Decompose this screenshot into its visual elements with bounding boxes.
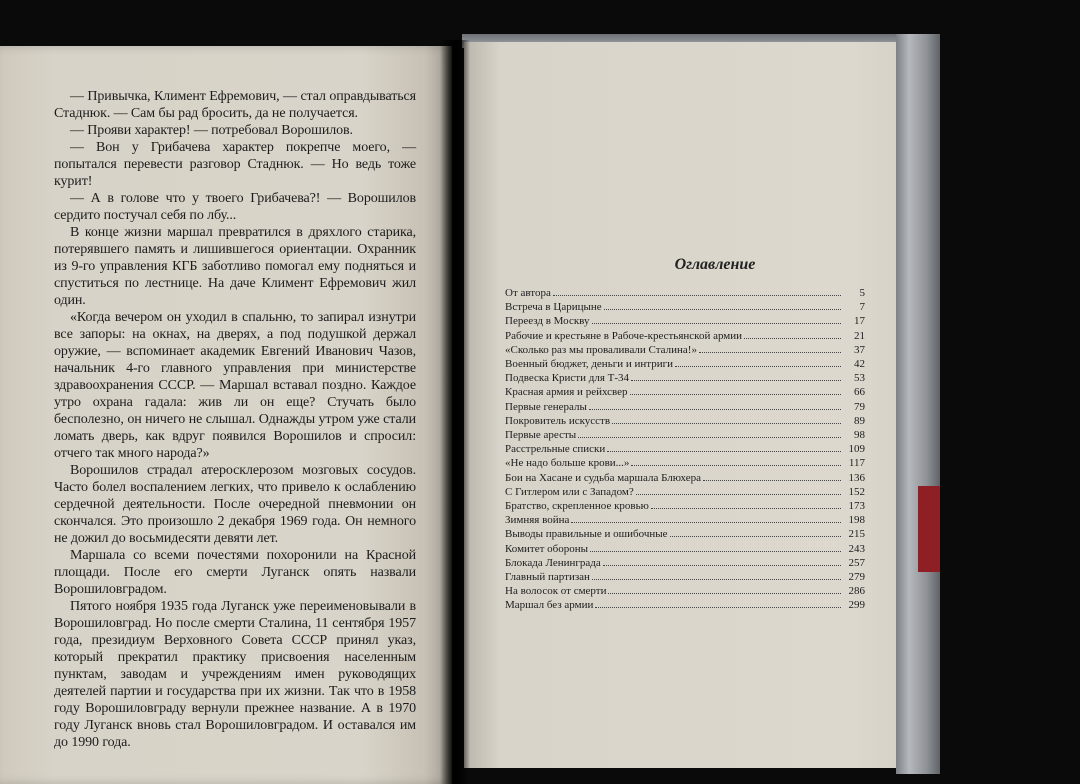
toc-entry-title: «Не надо больше крови...» bbox=[505, 457, 630, 470]
toc-entry-title: От автора bbox=[505, 287, 551, 299]
toc-entry-page: 37 bbox=[854, 343, 865, 356]
toc-entry-title: Переезд в Москву bbox=[505, 315, 590, 328]
toc-entry bbox=[505, 584, 865, 598]
paragraph: Пятого ноября 1935 года Луганск уже переименовывали в Ворошиловград. Но после смерти Сталина, 11 сентября 1957 года, президиум Верховного Совета СССР принял указ, который прекратил практику присвоения населенным пунктам, заводам и учреждениям имен руководящих деятелей партии и государства при их жизни. Так что в 1958 году Ворошиловграду вернули прежнее название. А в 1970 году Луганск вновь стал Ворошиловградом. И оставался им до 1990 года. bbox=[54, 599, 416, 750]
paragraph: — Вон у Грибачева характер покрепче моего, — попытался перевести разговор Стаднюк. — Но ведь тоже курит! bbox=[54, 140, 416, 189]
toc-leader-dots bbox=[604, 300, 841, 310]
toc-entry-title: Братство, скрепленное кровью bbox=[505, 500, 649, 513]
toc-leader-dots bbox=[612, 414, 841, 424]
toc-entry-page: 66 bbox=[854, 386, 865, 399]
cover-red-stripe bbox=[918, 486, 940, 572]
toc-entry-title: Главный партизан bbox=[505, 571, 590, 584]
left-page-text bbox=[54, 88, 416, 751]
toc-entry bbox=[505, 400, 865, 414]
paragraph: Ворошилов страдал атеросклерозом мозговых сосудов. Часто болел воспалением легких, что привело к ослаблению сердечной деятельности. После очередной пневмонии он скончался. Это произошло 2 декабря 1969 года. Он немного не дожил до восьмидесяти девяти лет. bbox=[54, 463, 416, 546]
toc-entry-page: 53 bbox=[854, 372, 865, 385]
toc-entry bbox=[505, 286, 865, 300]
toc-entry-page: 89 bbox=[854, 414, 865, 427]
paragraph: — Прояви характер! — потребовал Ворошилов. bbox=[70, 123, 353, 138]
toc-entry-title: Маршал без армии bbox=[505, 599, 594, 612]
toc-entry-title: Блокада Ленинграда bbox=[505, 556, 601, 569]
toc-entry bbox=[505, 442, 865, 456]
toc-leader-dots bbox=[571, 513, 841, 523]
toc-entry bbox=[505, 329, 865, 343]
toc-entry-page: 21 bbox=[854, 329, 865, 342]
toc-entry-title: Военный бюджет, деньги и интриги bbox=[505, 358, 673, 371]
toc-entry-title: Расстрельные списки bbox=[505, 443, 606, 456]
toc-entry bbox=[505, 456, 865, 470]
toc-entry-title: Бои на Хасане и судьба маршала Блюхера bbox=[505, 471, 702, 484]
toc-entry bbox=[505, 556, 865, 570]
toc-entry-page: 136 bbox=[848, 471, 865, 484]
toc-entry bbox=[505, 357, 865, 371]
toc-entry-page: 243 bbox=[848, 542, 865, 555]
toc-entry bbox=[505, 428, 865, 442]
toc-entry bbox=[505, 471, 865, 485]
toc-entry-title: На волосок от смерти bbox=[505, 585, 607, 598]
toc-leader-dots bbox=[553, 286, 841, 296]
toc-entry-page: 17 bbox=[854, 315, 865, 328]
toc-leader-dots bbox=[744, 329, 841, 339]
toc-entry bbox=[505, 343, 865, 357]
toc-leader-dots bbox=[578, 428, 841, 438]
toc-entry-page: 5 bbox=[859, 287, 865, 299]
toc-entry-title: Встреча в Царицыне bbox=[505, 301, 602, 314]
toc-leader-dots bbox=[595, 598, 841, 608]
toc-entry-page: 117 bbox=[848, 457, 865, 470]
toc-leader-dots bbox=[670, 527, 841, 537]
toc-leader-dots bbox=[630, 385, 841, 395]
toc-title: Оглавление bbox=[674, 256, 756, 273]
paragraph: — А в голове что у твоего Грибачева?! — Ворошилов сердито постучал себя по лбу... bbox=[54, 191, 416, 223]
paragraph: Маршала со всеми почестями похоронили на Красной площади. После его смерти Луганск опять назвали Ворошиловградом. bbox=[54, 548, 416, 597]
toc-leader-dots bbox=[603, 556, 841, 566]
toc-entry-title: Красная армия и рейхсвер bbox=[505, 386, 628, 399]
paragraph: В конце жизни маршал превратился в дряхлого старика, потерявшего память и лишившегося ориентации. Охранник из 9-го управления КГБ заботливо помогал ему подняться и спуститься по лестнице. На даче Климент Ефремович жил один. bbox=[54, 225, 416, 308]
toc-entry bbox=[505, 300, 865, 314]
toc-entry-page: 173 bbox=[848, 500, 865, 513]
toc-entry bbox=[505, 598, 865, 612]
toc-entry bbox=[505, 485, 865, 499]
toc-entry bbox=[505, 513, 865, 527]
toc-entry-page: 7 bbox=[859, 301, 865, 314]
toc-entry-title: Комитет обороны bbox=[505, 542, 589, 555]
toc-entry-page: 98 bbox=[854, 429, 865, 442]
toc-entry bbox=[505, 385, 865, 399]
toc-leader-dots bbox=[590, 542, 841, 552]
toc-entry bbox=[505, 499, 865, 513]
toc-leader-dots bbox=[589, 400, 841, 410]
toc-leader-dots bbox=[675, 357, 841, 367]
toc-leader-dots bbox=[699, 343, 841, 353]
toc-entry-page: 279 bbox=[848, 571, 865, 584]
toc-entry-title: Выводы правильные и ошибочные bbox=[505, 528, 668, 541]
toc-leader-dots bbox=[636, 485, 841, 495]
toc-entry-title: С Гитлером или с Западом? bbox=[505, 485, 634, 498]
toc-entry-page: 42 bbox=[854, 358, 865, 371]
toc-entry-page: 286 bbox=[848, 585, 865, 598]
toc-entry-title: «Сколько раз мы проваливали Сталина!» bbox=[505, 343, 697, 356]
toc-entry-title: Первые генералы bbox=[505, 400, 587, 413]
toc-entry-page: 299 bbox=[848, 599, 865, 612]
toc-leader-dots bbox=[651, 499, 841, 509]
toc-leader-dots bbox=[631, 456, 841, 466]
toc-leader-dots bbox=[631, 371, 841, 381]
toc-entry-page: 109 bbox=[848, 443, 865, 456]
toc-leader-dots bbox=[607, 442, 841, 452]
book-cover-edge bbox=[896, 34, 940, 774]
toc-entry-title: Рабочие и крестьяне в Рабоче-крестьянской армии bbox=[505, 329, 743, 342]
toc-entry-title: Покровитель искусств bbox=[505, 414, 611, 427]
paragraph: «Когда вечером он уходил в спальню, то запирал изнутри все запоры: на окнах, на дверях, а под подушкой держал оружие, — вспоминает академик Евгений Иванович Чазов, начальник 4-го главного управления при министерстве здравоохранения СССР. — Маршал вставал поздно. Каждое утро охрана гадала: жив ли он еще? Стучать было бесполезно, он ничего не слышал. Однажды утром уже стали ломать дверь, как вдруг появился Ворошилов и спросил: отчего так много народа?» bbox=[54, 310, 416, 461]
toc-entry-title: Первые аресты bbox=[505, 429, 577, 442]
toc-entry-title: Подвеска Кристи для Т-34 bbox=[505, 372, 630, 385]
toc-leader-dots bbox=[592, 570, 841, 580]
toc-leader-dots bbox=[608, 584, 841, 594]
paragraph: — Привычка, Климент Ефремович, — стал оправдываться Стаднюк. — Сам бы рад бросить, да не получается. bbox=[54, 89, 416, 121]
table-of-contents bbox=[505, 286, 865, 613]
toc-entry bbox=[505, 527, 865, 541]
toc-entry bbox=[505, 371, 865, 385]
toc-entry-title: Зимняя война bbox=[505, 514, 570, 527]
toc-entry-page: 215 bbox=[848, 528, 865, 541]
toc-entry bbox=[505, 414, 865, 428]
toc-entry bbox=[505, 570, 865, 584]
toc-entry-page: 198 bbox=[848, 514, 865, 527]
book-gutter bbox=[440, 40, 470, 784]
toc-entry-page: 152 bbox=[848, 485, 865, 498]
toc-entry bbox=[505, 542, 865, 556]
toc-entry-page: 257 bbox=[848, 556, 865, 569]
toc-entry bbox=[505, 314, 865, 328]
toc-entry-page: 79 bbox=[854, 400, 865, 413]
toc-leader-dots bbox=[703, 471, 841, 481]
toc-leader-dots bbox=[592, 314, 842, 324]
